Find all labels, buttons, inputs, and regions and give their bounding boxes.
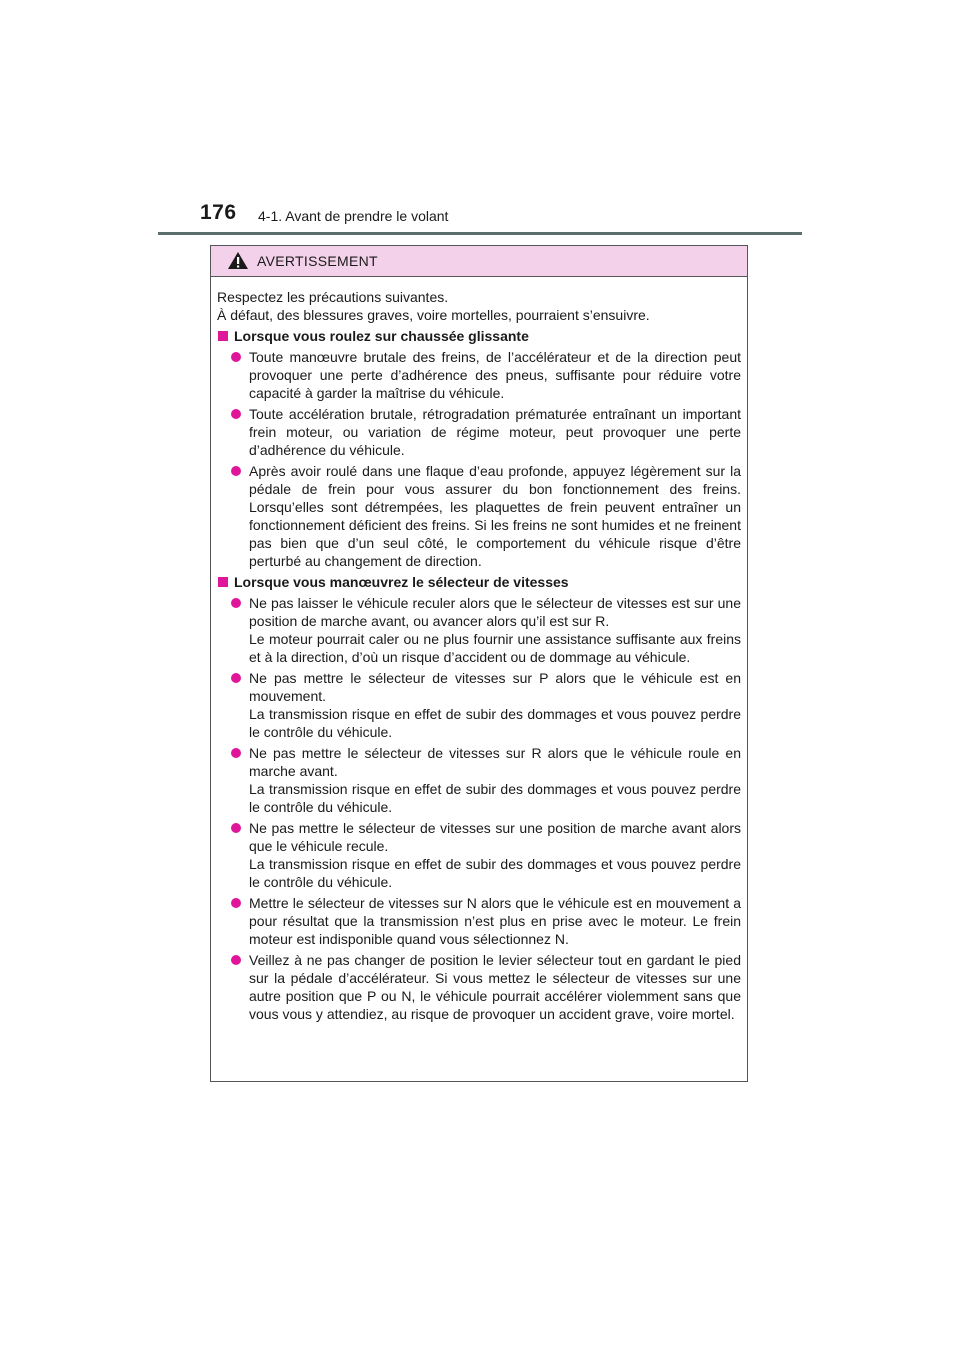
list-item-paragraph: Ne pas mettre le sélecteur de vitesses sur R alors que le véhicule roule en marche avant. <box>249 745 741 779</box>
round-bullet-icon <box>231 466 241 476</box>
list-item-paragraph: Après avoir roulé dans une flaque d’eau profonde, appuyez légèrement sur la pédale de frein pour vous assurer du bon fonctionnement des freins. Lorsqu’elles sont détrempées, les plaquettes de frein peuvent entraîner un fonctionnement déficient des freins. Si les freins ne sont humides et ne freinent pas bien que d’un seul côté, le comportement du véhicule risque d’être perturbé au changement de direction. <box>249 463 741 569</box>
list-item <box>228 594 741 666</box>
list-item-text <box>249 348 741 402</box>
list-item-text <box>249 951 741 1023</box>
round-bullet-icon <box>231 898 241 908</box>
list-item-text <box>249 405 741 459</box>
list-item-paragraph: La transmission risque en effet de subir des dommages et vous pouvez perdre le contrôle du véhicule. <box>249 856 741 890</box>
round-bullet-icon <box>231 352 241 362</box>
warning-title: AVERTISSEMENT <box>257 253 378 269</box>
section-heading-text: Lorsque vous roulez sur chaussée glissante <box>234 328 529 344</box>
list-item <box>228 744 741 816</box>
list-item-text <box>249 744 741 816</box>
warning-header <box>211 246 747 277</box>
list-item-paragraph: La transmission risque en effet de subir des dommages et vous pouvez perdre le contrôle du véhicule. <box>249 781 741 815</box>
header-rule <box>158 232 802 235</box>
round-bullet-icon <box>231 673 241 683</box>
list-item-paragraph: Ne pas mettre le sélecteur de vitesses sur P alors que le véhicule est en mouvement. <box>249 670 741 704</box>
warning-box <box>210 245 748 1082</box>
list-item-text <box>249 594 741 666</box>
list-item <box>228 669 741 741</box>
page-number: 176 <box>200 201 237 224</box>
round-bullet-icon <box>231 409 241 419</box>
warning-intro <box>217 288 741 324</box>
list-item-paragraph: Toute accélération brutale, rétrogradation prématurée entraînant un important frein moteur, ou variation de régime moteur, peut provoquer une perte d’adhérence du véhicule. <box>249 406 741 458</box>
list-item-paragraph: Le moteur pourrait caler ou ne plus fournir une assistance suffisante aux freins et à la direction, d’où un risque d’accident ou de dommage au véhicule. <box>249 631 741 665</box>
intro-line-1: Respectez les précautions suivantes. <box>217 289 449 305</box>
list-item <box>228 819 741 891</box>
list-item-paragraph: Veillez à ne pas changer de position le levier sélecteur tout en gardant le pied sur la pédale d’accélérateur. Si vous mettez le sélecteur de vitesses sur une autre position que P ou N, le véhicule pourrait accélérer violemment sans que vous vous y attendiez, au risque de provoquer un accident grave, voire mortel. <box>249 952 741 1022</box>
section-title: 4-1. Avant de prendre le volant <box>258 208 449 224</box>
list-item <box>228 951 741 1023</box>
list-item-text <box>249 819 741 891</box>
intro-line-2: À défaut, des blessures graves, voire mortelles, pourraient s’ensuivre. <box>217 307 650 323</box>
list-item-paragraph: Ne pas laisser le véhicule reculer alors que le sélecteur de vitesses est sur une position de marche avant, ou avancer alors qu’il est sur R. <box>249 595 741 629</box>
section-heading-text: Lorsque vous manœuvrez le sélecteur de vitesses <box>234 574 569 590</box>
section-heading <box>217 327 741 345</box>
round-bullet-icon <box>231 823 241 833</box>
list-item-text <box>249 894 741 948</box>
list-item-paragraph: La transmission risque en effet de subir des dommages et vous pouvez perdre le contrôle du véhicule. <box>249 706 741 740</box>
list-item <box>228 405 741 459</box>
square-bullet-icon <box>218 577 228 587</box>
round-bullet-icon <box>231 955 241 965</box>
warning-triangle-icon <box>227 251 249 270</box>
list-item-paragraph: Ne pas mettre le sélecteur de vitesses sur une position de marche avant alors que le véhicule recule. <box>249 820 741 854</box>
square-bullet-icon <box>218 331 228 341</box>
list-item-paragraph: Mettre le sélecteur de vitesses sur N alors que le véhicule est en mouvement a pour résultat que la transmission n’est plus en prise avec le moteur. Le frein moteur est indisponible quand vous sélectionnez N. <box>249 895 741 947</box>
list-item-text <box>249 462 741 570</box>
section-heading <box>217 573 741 591</box>
list-item <box>228 462 741 570</box>
list-item-paragraph: Toute manœuvre brutale des freins, de l’accélérateur et de la direction peut provoquer une perte d’adhérence des pneus, suffisante pour réduire votre capacité à garder la maîtrise du véhicule. <box>249 349 741 401</box>
round-bullet-icon <box>231 598 241 608</box>
round-bullet-icon <box>231 748 241 758</box>
list-item <box>228 348 741 402</box>
warning-body <box>211 277 747 1023</box>
list-item <box>228 894 741 948</box>
list-item-text <box>249 669 741 741</box>
